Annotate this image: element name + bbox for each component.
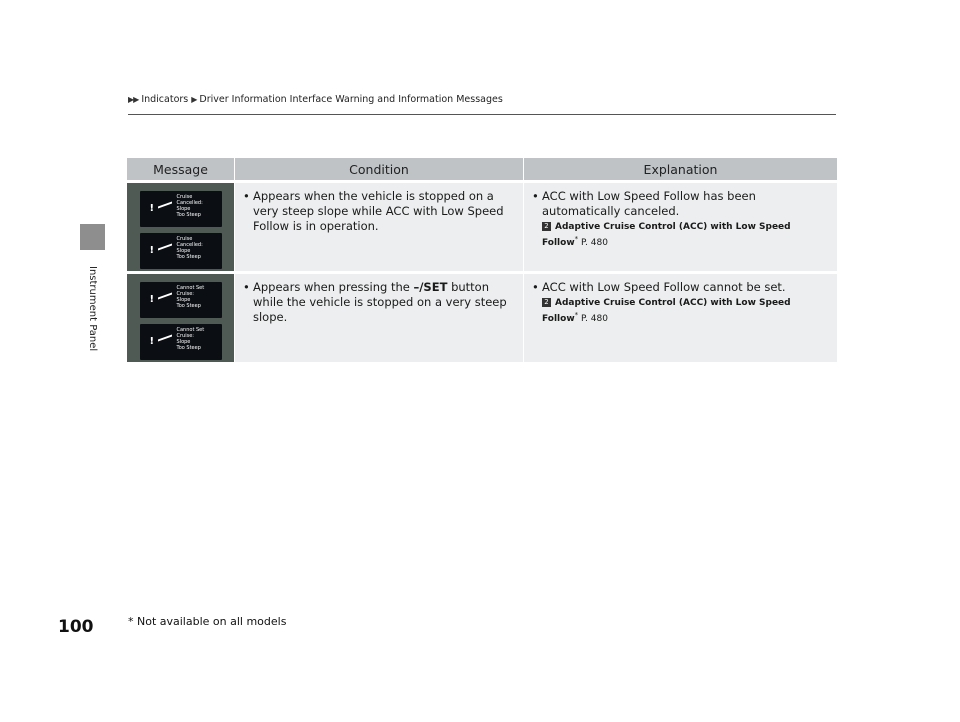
condition-cell: • Appears when pressing the –/SET button while the vehicle is stopped on a very steep slope. (235, 271, 524, 362)
header-rule (128, 114, 836, 115)
explanation-cell: • ACC with Low Speed Follow cannot be set. 2 Adaptive Cruise Control (ACC) with Low Speed Follow* P. 480 (524, 271, 837, 362)
breadcrumb (128, 94, 503, 105)
table-row (127, 180, 837, 271)
section-tab-marker (80, 224, 105, 250)
table-header-row (127, 158, 837, 180)
display-message-image: ! Cruise Cancelled: Slope Too Steep (140, 233, 222, 269)
column-header-message: Message (127, 158, 235, 180)
display-message-image: ! Cannot Set Cruise: Slope Too Steep (140, 324, 222, 360)
slope-car-icon (158, 243, 172, 258)
cross-reference-link[interactable]: 2 Adaptive Cruise Control (ACC) with Low Speed Follow* P. 480 (542, 298, 791, 324)
side-section-label: Instrument Panel (87, 266, 98, 352)
explanation-text: ACC with Low Speed Follow has been automatically canceled. (542, 189, 756, 218)
reference-arrow-icon: 2 (542, 298, 551, 307)
message-images-cell (127, 180, 235, 271)
slope-car-icon (158, 201, 172, 216)
reference-arrow-icon: 2 (542, 222, 551, 231)
warning-icon: ! (149, 245, 155, 256)
message-table (127, 158, 837, 362)
message-images-cell (127, 271, 235, 362)
table-row (127, 271, 837, 362)
display-message-image: ! Cruise Cancelled: Slope Too Steep (140, 191, 222, 227)
condition-cell: • Appears when the vehicle is stopped on a very steep slope while ACC with Low Speed Follow is in operation. (235, 180, 524, 271)
condition-text: Appears when pressing the –/SET button while the vehicle is stopped on a very steep slope. (253, 280, 507, 324)
set-button-label: –/SET (413, 280, 448, 294)
cross-reference-link[interactable]: 2 Adaptive Cruise Control (ACC) with Low Speed Follow* P. 480 (542, 222, 791, 248)
warning-icon: ! (149, 203, 155, 214)
slope-car-icon (158, 334, 172, 349)
warning-icon: ! (149, 294, 155, 305)
column-header-condition: Condition (235, 158, 524, 180)
breadcrumb-arrow-icon: ▶ (191, 95, 197, 104)
warning-icon: ! (149, 336, 155, 347)
explanation-cell: • ACC with Low Speed Follow has been automatically canceled. 2 Adaptive Cruise Control (ACC) with Low Speed Follow* P. 480 (524, 180, 837, 271)
footnote: * Not available on all models (128, 615, 287, 628)
breadcrumb-arrow-icon: ▶▶ (128, 95, 139, 104)
explanation-text: ACC with Low Speed Follow cannot be set. (542, 280, 786, 294)
breadcrumb-item-indicators[interactable]: Indicators (141, 94, 189, 105)
page-number: 100 (58, 617, 94, 637)
display-message-image: ! Cannot Set Cruise: Slope Too Steep (140, 282, 222, 318)
breadcrumb-item-messages[interactable]: Driver Information Interface Warning and Information Messages (199, 94, 503, 105)
condition-text: Appears when the vehicle is stopped on a very steep slope while ACC with Low Speed Follow is in operation. (253, 189, 504, 233)
column-header-explanation: Explanation (524, 158, 837, 180)
slope-car-icon (158, 292, 172, 307)
